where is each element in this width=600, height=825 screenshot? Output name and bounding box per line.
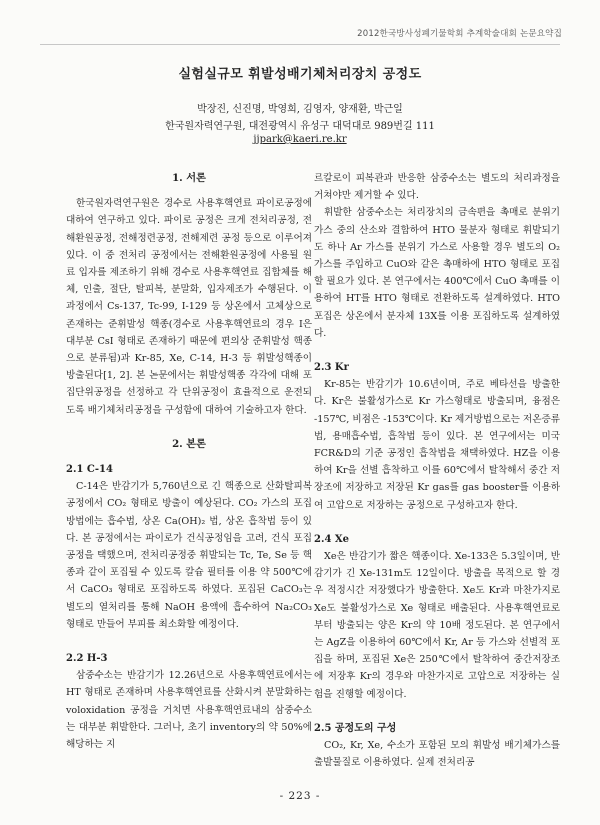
contact-email (0, 134, 600, 145)
subsection-process-heading: 2.5 공정도의 구성 (314, 722, 397, 734)
h3-continued-paragraph: 르칼로이 피복관과 반응한 삼중수소는 별도의 처리과정을 거쳐야만 제거할 수 있다. (314, 173, 560, 202)
conference-header: 2012한국방사성폐기물학회 추계학술대회 논문요약집 (357, 29, 562, 39)
affiliation: 한국원자력연구원, 대전광역시 유성구 대덕대로 989번길 111 (165, 121, 435, 132)
subsection-kr-heading: 2.3 Kr (314, 362, 349, 374)
process-paragraph: CO₂, Kr, Xe, 수소가 포함된 모의 휘발성 배기체가스를 출발물질로 이용하였다. 실제 전처리공 (314, 740, 560, 769)
subsection-c14-heading: 2.1 C-14 (66, 464, 113, 476)
section-body-heading: 2. 본론 (172, 437, 206, 450)
subsection-h3-heading: 2.2 H-3 (66, 653, 108, 665)
header-rule (40, 44, 560, 45)
h3-capture-paragraph: 휘발한 삼중수소는 처리장치의 금속편을 촉매로 분위기가스 중의 산소와 결합하여 HTO 물분자 형태로 휘발되기도 하나 Ar 가스를 분위기 가스로 사용할 경우 별도의 O₂ 가스를 주입하고 CuO와 같은 촉매하에 HTO 형태로 포집할 필요가 있다. 본 연구에서는 400℃에서 CuO 촉매를 이용하여 HT를 HTO 형태로 전환하도록 설계하였다. HTO 포집은 상온에서 분자체 13X를 이용 포집하도록 설계하였다. (314, 207, 560, 339)
subsection-xe-heading: 2.4 Xe (314, 533, 349, 545)
h3-paragraph: 삼중수소는 반감기가 12.26년으로 사용후핵연료에서는 HT 형태로 존재하며 사용후핵연료를 산화시켜 분말화하는 voloxidation 공정을 거치면 사용후핵연료내의 삼중수소는 대부분 휘발한다. 그러나, 초기 inventory의 약 50%에 해당하는 지 (66, 670, 312, 751)
c14-paragraph: C-14은 반감기가 5,760년으로 긴 핵종으로 산화탈피복공정에서 CO₂ 형태로 방출이 예상된다. CO₂ 가스의 포집방법에는 흡수법, 상온 Ca(OH)₂ 법, 상온 흡착법 등이 있다. 본 공정에서는 파이로가 건식공정임을 고려, 건식 포집공정을 택했으며, 전처리공정중 휘발되는 Tc, Te, Se 등 핵종과 같이 포집될 수 있도록 칼슘 필터를 이용 약 500℃에서 CaCO₃ 형태로 포집하도록 하였다. 포집된 CaCO₃는 별도의 열처리를 통해 NaOH 용액에 흡수하여 Na₂CO₃ 형태로 만들어 부피를 최소화할 예정이다. (66, 481, 312, 630)
paper-title: 실험실규모 휘발성배기체처리장치 공정도 (178, 67, 422, 82)
left-column (66, 170, 312, 753)
kr-paragraph: Kr-85는 반감기가 10.6년이며, 주로 베타선을 방출한다. Kr은 불활성가스로 Kr 가스형태로 방출되며, 융점은 -157℃, 비점은 -153℃이다. Kr 제거방법으로는 저온증류법, 용매흡수법, 흡착법 등이 있다. 본 연구에서는 미국 FCR&D의 기준 공정인 흡착법을 채택하였다. HZ을 이용하여 Kr을 선별 흡착하고 이를 60℃에서 탈착해서 중간 저장조에 저장하고 저장된 Kr gas를 gas booster를 이용하여 고압으로 저장하는 공정으로 구성하고자 한다. (314, 379, 560, 511)
introduction-paragraph: 한국원자력연구원은 경수로 사용후핵연료 파이로공정에 대하여 연구하고 있다. 파이로 공정은 크게 전처리공정, 전해환원공정, 전해정련공정, 전해제련 공정 등으로 이루어져 있다. 이 중 전처리 공정에서는 전해환원공정에 사용될 원료 입자를 제조하기 위해 경수로 사용후핵연료 집합체를 해체, 인출, 절단, 탈피복, 분말화, 입자제조가 수행된다. 이 과정에서 Cs-137, Tc-99, I-129 등 상온에서 고체상으로 존재하는 준휘발성 핵종(경수로 사용후핵연료의 경우 I은 대부분 CsI 형태로 존재하기 때문에 편의상 준휘발성 핵종으로 분류됨)과 Kr-85, Xe, C-14, H-3 등 휘발성핵종이 방출된다[1, 2]. 본 논문에서는 휘발성핵종 각각에 대해 포집단위공정을 선정하고 각 단위공정이 효율적으로 운전되도록 배기체처리공정을 구성함에 대하여 기술하고자 한다. (66, 198, 312, 416)
email-link[interactable]: jjpark@kaeri.re.kr (253, 134, 347, 145)
section-introduction-heading: 1. 서론 (172, 172, 206, 184)
page-number: - 223 - (279, 790, 321, 802)
xe-paragraph: Xe은 반감기가 짧은 핵종이다. Xe-133은 5.3일이며, 반감기가 긴 Xe-131m도 12일이다. 방출을 목적으로 할 경우 적정시간 저장했다가 방출한다. Xe도 Kr과 마찬가지로 Xe도 불활성가스로 Xe 형태로 배출된다. 사용후핵연료로 부터 방출되는 양은 Kr의 약 10배 정도된다. 본 연구에서는 AgZ을 이용하여 60℃에서 Kr, Ar 등 가스와 선별적 포집을 하며, 포집된 Xe은 250℃에서 탈착하여 중간저장조에 저장후 Kr의 경우와 마찬가지로 고압으로 저장하는 실험을 진행할 예정이다. (314, 551, 560, 700)
author-list: 박장진, 신진명, 박영희, 김영자, 양재환, 박근일 (197, 104, 403, 115)
right-column (314, 170, 560, 772)
